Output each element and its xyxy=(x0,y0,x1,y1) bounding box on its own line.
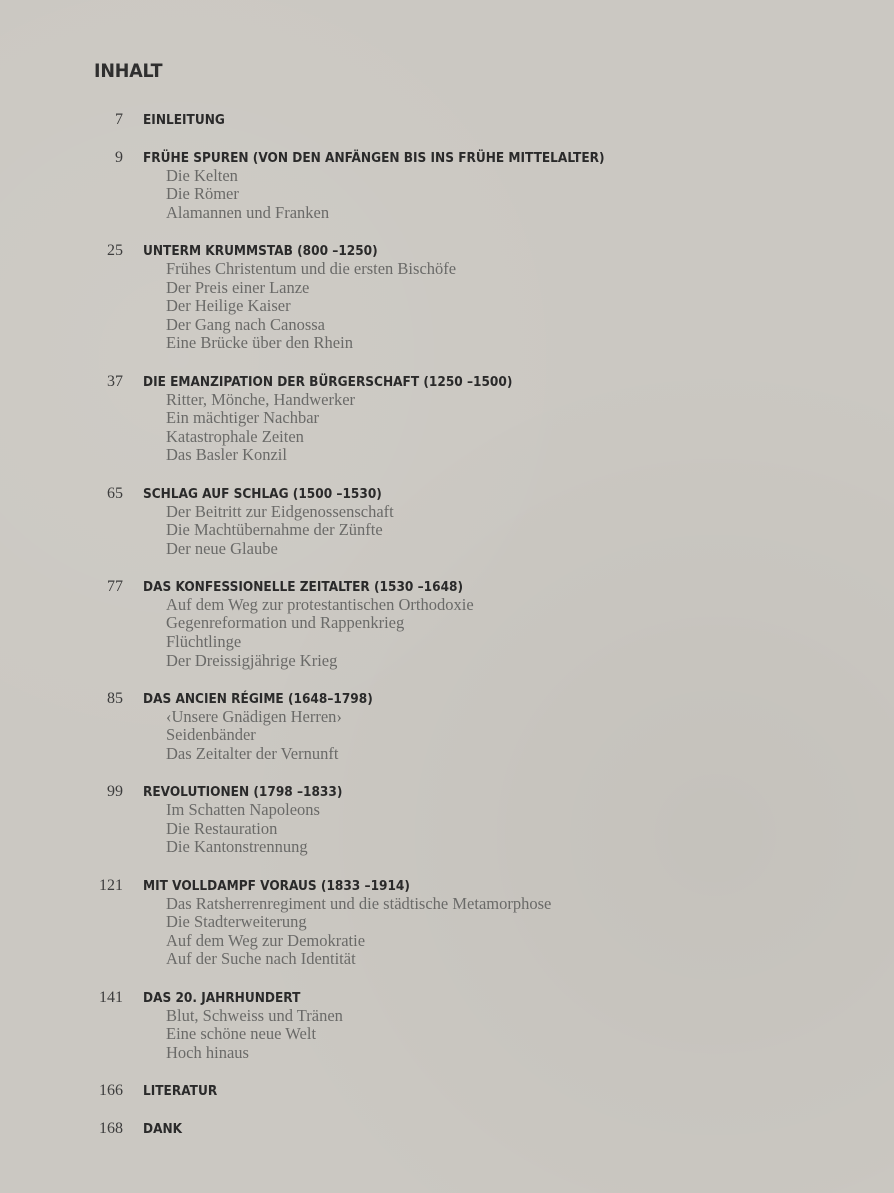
subsection-title: Katastrophale Zeiten xyxy=(166,426,304,446)
subsection-title: Der neue Glaube xyxy=(166,538,278,558)
subsection-title: ‹Unsere Gnädigen Herren› xyxy=(166,706,342,726)
toc-entry-heading xyxy=(0,782,894,801)
subsection-title: Der Gang nach Canossa xyxy=(166,314,325,334)
page-number: 7 xyxy=(115,111,123,128)
toc-entry-heading xyxy=(0,577,894,596)
subsection-title: Die Machtübernahme der Zünfte xyxy=(166,520,383,540)
subsection-list xyxy=(0,260,894,353)
page-number: 65 xyxy=(107,484,123,502)
subsection-list xyxy=(0,895,894,969)
subsection-title: Die Stadterweiterung xyxy=(166,912,307,932)
toc-entry-heading xyxy=(0,876,894,895)
toc-entry xyxy=(0,1119,894,1138)
toc-entry xyxy=(0,782,894,857)
page-number: 25 xyxy=(107,241,123,259)
chapter-title: UNTERM KRUMMSTAB (800 –1250) xyxy=(143,242,378,259)
subsection-title: Die Römer xyxy=(166,184,239,204)
toc-entry xyxy=(0,689,894,764)
toc-entry-heading xyxy=(0,241,894,260)
subsection-list xyxy=(0,167,894,223)
toc-entry xyxy=(0,577,894,670)
chapter-title: MIT VOLLDAMPF VORAUS (1833 –1914) xyxy=(143,877,410,894)
chapter-title: REVOLUTIONEN (1798 –1833) xyxy=(143,784,343,801)
page-number: 77 xyxy=(107,577,123,595)
toc-entry xyxy=(0,110,894,129)
subsection-title: Blut, Schweiss und Tränen xyxy=(166,1005,343,1025)
toc-entry xyxy=(0,484,894,559)
subsection-title: Die Kelten xyxy=(166,165,238,185)
chapter-title: DAS KONFESSIONELLE ZEITALTER (1530 –1648) xyxy=(143,578,464,595)
subsection-title: Frühes Christentum und die ersten Bischöfe xyxy=(166,258,457,278)
page-number: 85 xyxy=(107,689,123,707)
subsection-title: Auf dem Weg zur protestantischen Orthodoxie xyxy=(166,594,474,614)
subsection-title: Auf dem Weg zur Demokratie xyxy=(166,930,366,950)
subsection-list xyxy=(0,801,894,857)
toc-entry xyxy=(0,1081,894,1100)
subsection-title: Die Restauration xyxy=(166,818,278,838)
toc-entry xyxy=(0,148,894,223)
subsection-title: Auf der Suche nach Identität xyxy=(166,949,356,969)
subsection-list xyxy=(0,1007,894,1063)
subsection-title: Gegenreformation und Rappenkrieg xyxy=(166,613,405,633)
subsection-title: Das Zeitalter der Vernunft xyxy=(166,744,339,764)
subsection-title: Eine schöne neue Welt xyxy=(166,1024,317,1044)
toc-entry-heading xyxy=(0,110,894,129)
toc-entry xyxy=(0,988,894,1063)
toc-entry-heading xyxy=(0,484,894,503)
subsection-title: Im Schatten Napoleons xyxy=(166,800,320,820)
toc-entry xyxy=(0,876,894,969)
page-title: INHALT xyxy=(94,60,163,82)
page-number: 121 xyxy=(99,876,123,894)
toc-entry-heading xyxy=(0,1081,894,1100)
toc-entry xyxy=(0,372,894,465)
subsection-title: Flüchtlinge xyxy=(166,632,242,652)
subsection-title: Der Beitritt zur Eidgenossenschaft xyxy=(166,501,394,521)
chapter-title: LITERATUR xyxy=(143,1082,218,1099)
chapter-title: SCHLAG AUF SCHLAG (1500 –1530) xyxy=(143,485,382,502)
subsection-list xyxy=(0,503,894,559)
subsection-title: Ritter, Mönche, Handwerker xyxy=(166,389,356,409)
subsection-title: Die Kantonstrennung xyxy=(166,837,308,857)
subsection-title: Ein mächtiger Nachbar xyxy=(166,408,320,428)
toc-entry xyxy=(0,241,894,353)
page-number: 37 xyxy=(107,372,123,390)
subsection-title: Seidenbänder xyxy=(166,725,256,745)
subsection-list xyxy=(0,391,894,465)
page-number: 168 xyxy=(99,1119,123,1137)
subsection-title: Der Heilige Kaiser xyxy=(166,296,291,316)
subsection-title: Eine Brücke über den Rhein xyxy=(166,333,353,353)
subsection-title: Der Preis einer Lanze xyxy=(166,277,310,297)
page-number: 166 xyxy=(99,1081,123,1099)
subsection-list xyxy=(0,708,894,764)
subsection-title: Das Basler Konzil xyxy=(166,445,287,465)
page-number: 99 xyxy=(107,783,123,801)
chapter-title: DIE EMANZIPATION DER BÜRGERSCHAFT (1250 –1500) xyxy=(143,373,513,390)
chapter-title: DANK xyxy=(143,1120,183,1137)
toc-list xyxy=(0,110,894,1138)
chapter-title: DAS 20. JAHRHUNDERT xyxy=(143,989,301,1006)
toc-entry-heading xyxy=(0,372,894,391)
toc-entry-heading xyxy=(0,148,894,167)
toc-entry-heading xyxy=(0,988,894,1007)
chapter-title: DAS ANCIEN RÉGIME (1648–1798) xyxy=(143,690,373,707)
page-number: 141 xyxy=(99,988,123,1006)
page-number: 9 xyxy=(115,148,123,166)
subsection-title: Der Dreissigjährige Krieg xyxy=(166,650,338,670)
subsection-title: Das Ratsherrenregiment und die städtische Metamorphose xyxy=(166,893,552,913)
chapter-title: EINLEITUNG xyxy=(143,112,225,128)
subsection-title: Hoch hinaus xyxy=(166,1042,249,1062)
subsection-title: Alamannen und Franken xyxy=(166,202,330,222)
chapter-title: FRÜHE SPUREN (VON DEN ANFÄNGEN BIS INS FRÜHE MITTELALTER) xyxy=(143,149,605,166)
toc-entry-heading xyxy=(0,689,894,708)
subsection-list xyxy=(0,596,894,670)
toc-entry-heading xyxy=(0,1119,894,1138)
